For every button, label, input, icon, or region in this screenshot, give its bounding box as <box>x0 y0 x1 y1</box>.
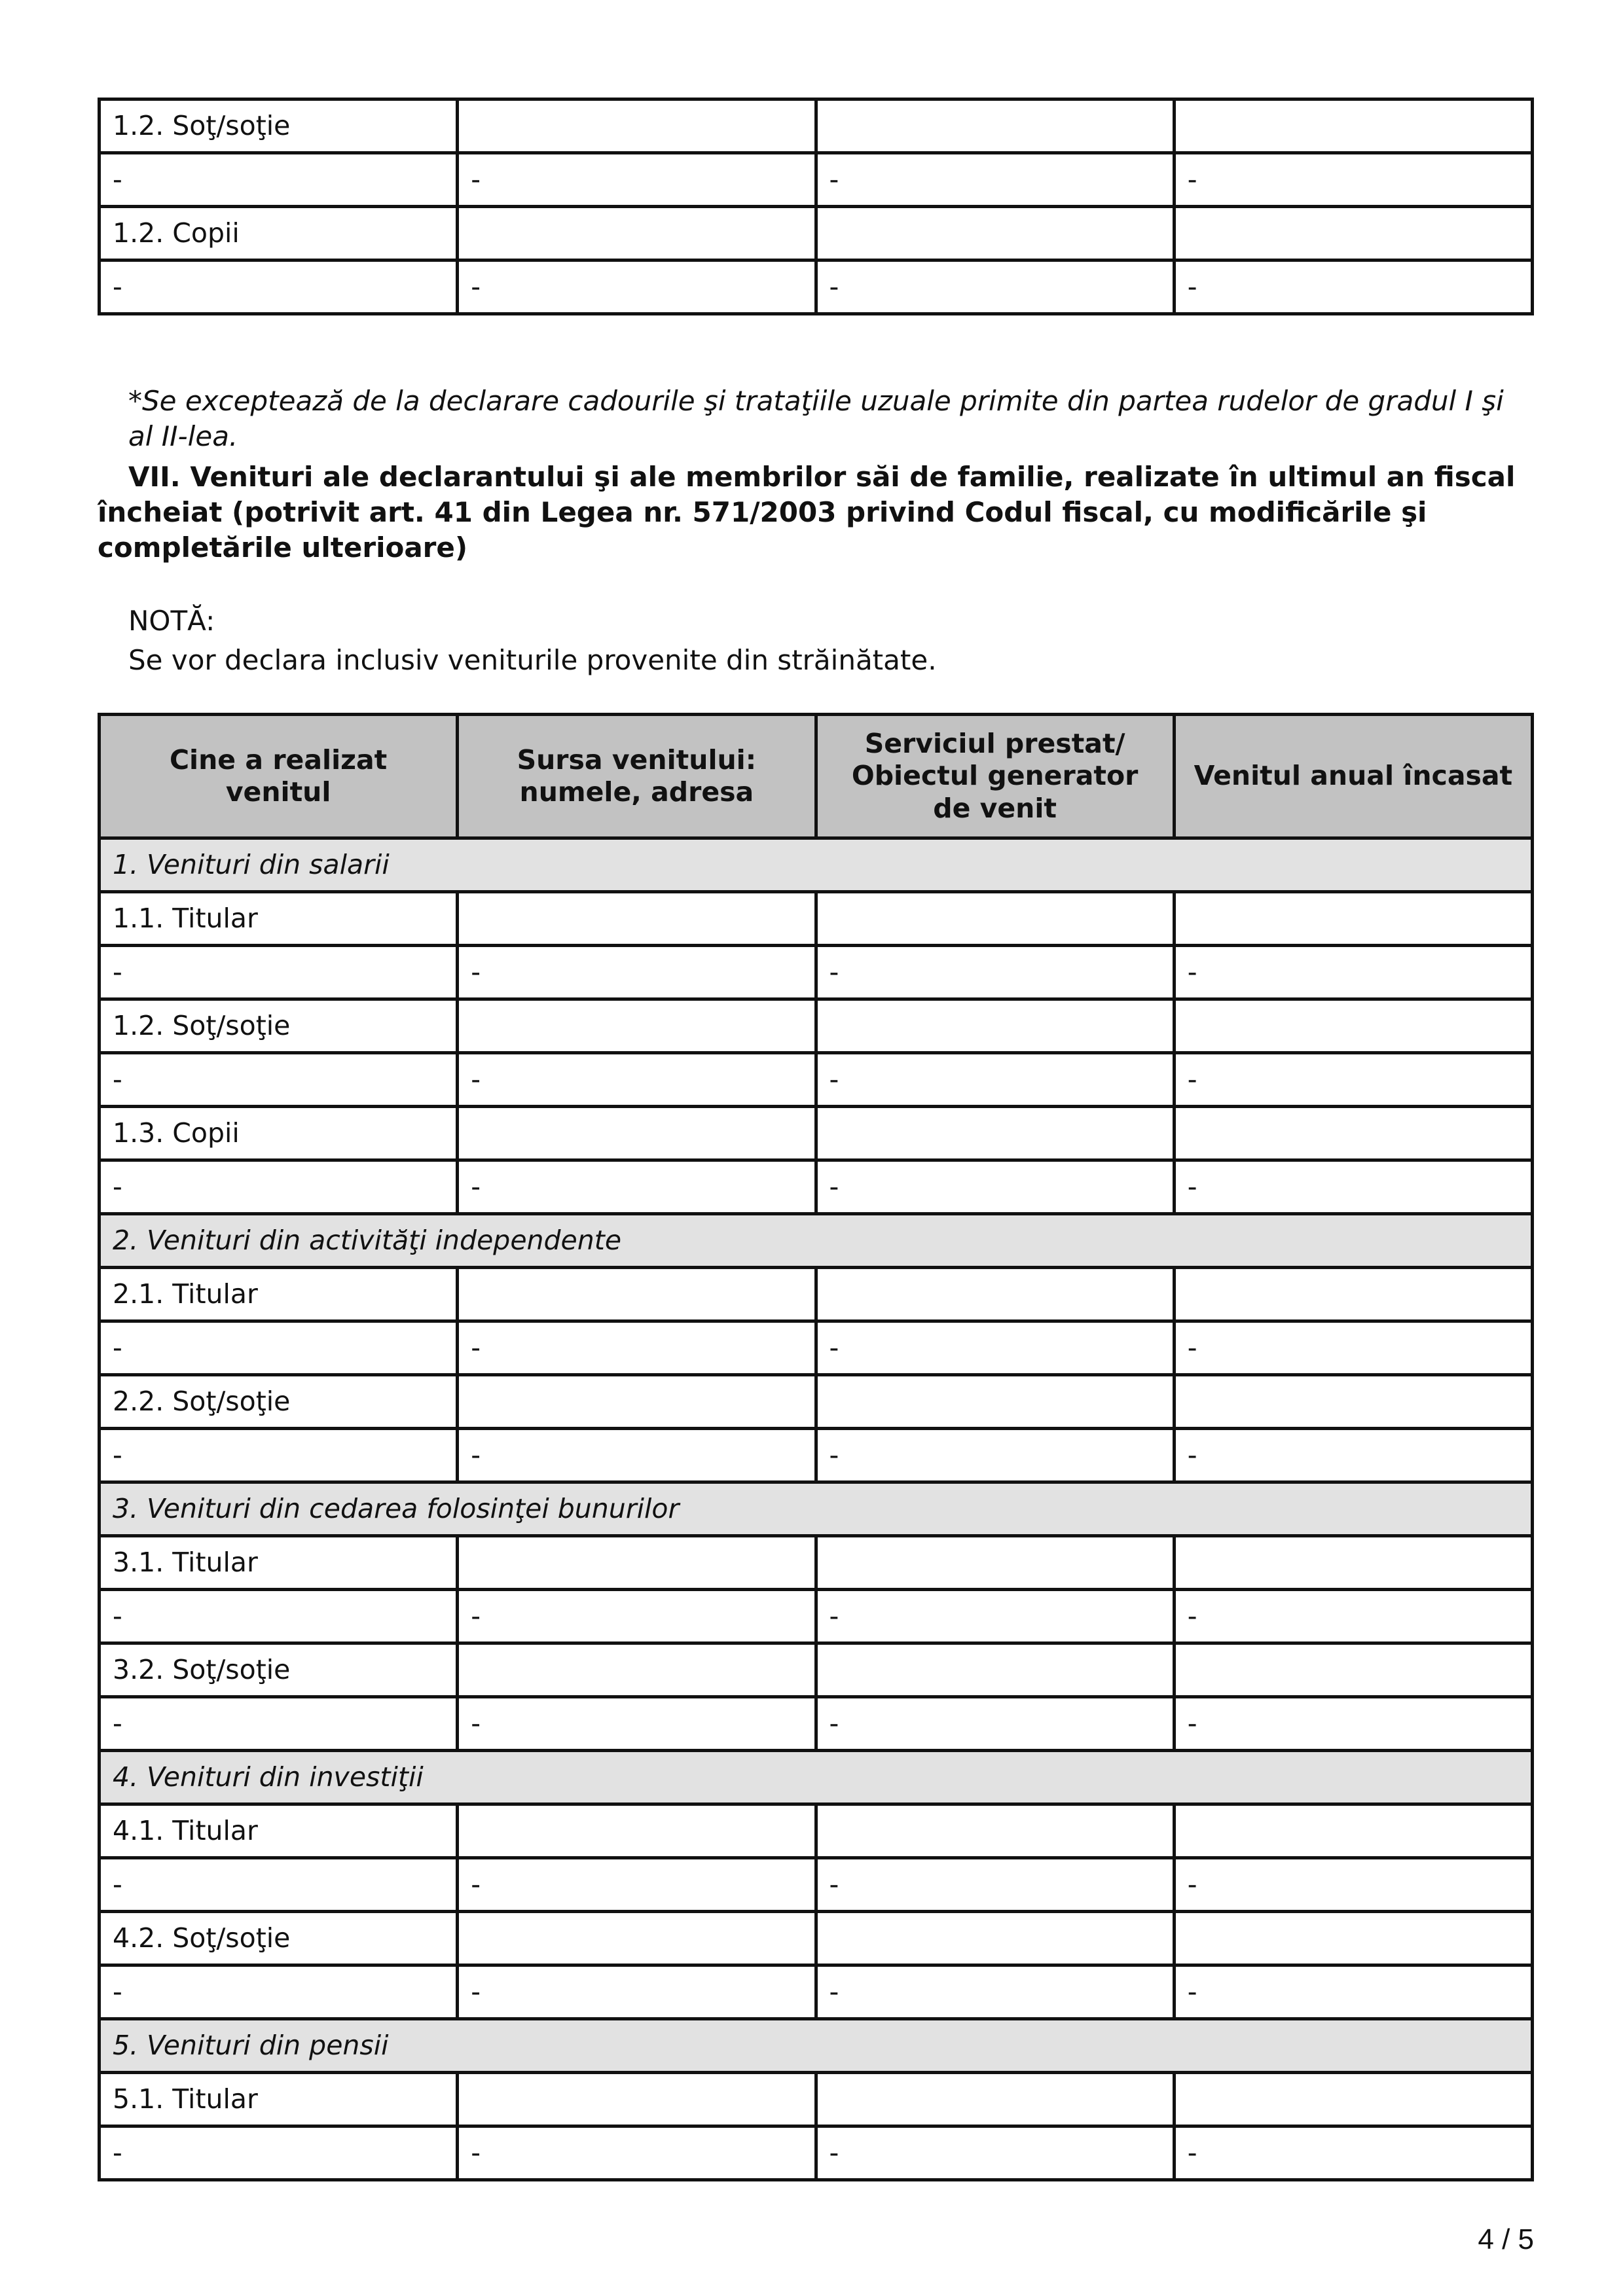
header-income-source: Sursa venitului: numele, adresa <box>458 715 816 838</box>
table-row <box>100 1268 1533 1321</box>
table-cell: - <box>816 1160 1174 1214</box>
section-heading: VII. Venituri ale declarantului şi ale membrilor săi de familie, realizate în ultimul an fiscal încheiat (potrivit art. 41 din Legea nr. 571/2003 privind Codul fiscal, cu modificările şi completările ulterioare) <box>98 461 1516 564</box>
table-cell: - <box>100 1590 458 1643</box>
header-annual-income: Venitul anual încasat <box>1174 715 1532 838</box>
table-cell: - <box>100 1965 458 2019</box>
section-row <box>100 1482 1533 1536</box>
table-cell: - <box>816 260 1174 314</box>
table-cell: - <box>458 1053 816 1107</box>
table-row <box>100 1375 1533 1429</box>
table-cell <box>1174 1375 1532 1429</box>
table-row <box>100 207 1533 260</box>
table-cell: - <box>816 1321 1174 1375</box>
table-cell <box>458 1536 816 1590</box>
page-number: 4 / 5 <box>1478 2223 1534 2255</box>
nota-text: Se vor declara inclusiv veniturile provenite din străinătate. <box>128 644 937 676</box>
table-cell: - <box>816 1858 1174 1912</box>
section-row <box>100 2019 1533 2073</box>
table-cell <box>1174 1912 1532 1965</box>
table-row <box>100 1912 1533 1965</box>
table-cell: - <box>1174 260 1532 314</box>
table-cell: - <box>816 1053 1174 1107</box>
table-row <box>100 946 1533 999</box>
table-row <box>100 99 1533 153</box>
table-cell: - <box>458 1160 816 1214</box>
table-cell: - <box>816 946 1174 999</box>
table-cell <box>1174 1107 1532 1160</box>
table-row <box>100 1536 1533 1590</box>
table-cell <box>1174 1804 1532 1858</box>
table-cell <box>816 1375 1174 1429</box>
table-cell: - <box>816 2126 1174 2180</box>
table-cell: - <box>458 260 816 314</box>
table-cell <box>816 999 1174 1053</box>
section-title: 4. Venituri din investiţii <box>100 1751 1533 1804</box>
table-cell: 1.2. Soţ/soţie <box>100 99 458 153</box>
table-cell <box>458 207 816 260</box>
table-cell: 1.2. Soţ/soţie <box>100 999 458 1053</box>
table-cell <box>816 207 1174 260</box>
table-row <box>100 892 1533 946</box>
table-row <box>100 1858 1533 1912</box>
table-cell: - <box>1174 1053 1532 1107</box>
table-row <box>100 1697 1533 1751</box>
table-cell: 1.2. Copii <box>100 207 458 260</box>
table-row <box>100 1107 1533 1160</box>
assets-continuation-table <box>98 98 1534 315</box>
income-table-header-row <box>100 715 1533 838</box>
section-row <box>100 1751 1533 1804</box>
table-row <box>100 1429 1533 1482</box>
table-cell: - <box>1174 1590 1532 1643</box>
table-cell: - <box>816 1697 1174 1751</box>
table-cell: - <box>100 153 458 207</box>
table-cell: 3.1. Titular <box>100 1536 458 1590</box>
table-cell <box>816 1268 1174 1321</box>
table-cell: - <box>1174 1429 1532 1482</box>
table-cell <box>1174 99 1532 153</box>
table-cell: - <box>458 1321 816 1375</box>
table-cell: - <box>1174 2126 1532 2180</box>
section-title: 3. Venituri din cedarea folosinţei bunurilor <box>100 1482 1533 1536</box>
table-cell: - <box>100 1053 458 1107</box>
table-cell: - <box>816 1965 1174 2019</box>
section-title: 5. Venituri din pensii <box>100 2019 1533 2073</box>
table-cell: 3.2. Soţ/soţie <box>100 1643 458 1697</box>
table-cell: 1.1. Titular <box>100 892 458 946</box>
header-who-earned: Cine a realizat venitul <box>100 715 458 838</box>
table-cell <box>816 1643 1174 1697</box>
table-cell <box>458 1107 816 1160</box>
table-cell <box>458 1643 816 1697</box>
table-cell <box>1174 999 1532 1053</box>
table-cell: 1.3. Copii <box>100 1107 458 1160</box>
table-cell: - <box>458 1858 816 1912</box>
assets-continuation-table-body <box>100 99 1533 314</box>
table-cell: - <box>816 153 1174 207</box>
table-cell: - <box>458 2126 816 2180</box>
table-cell <box>816 1912 1174 1965</box>
table-cell: - <box>458 1590 816 1643</box>
table-cell <box>816 99 1174 153</box>
table-cell: - <box>458 1697 816 1751</box>
table-cell <box>458 99 816 153</box>
table-cell: - <box>100 260 458 314</box>
table-row <box>100 1590 1533 1643</box>
table-cell: - <box>1174 1965 1532 2019</box>
table-cell <box>816 892 1174 946</box>
table-cell <box>1174 2073 1532 2126</box>
table-cell <box>1174 1536 1532 1590</box>
table-cell <box>1174 207 1532 260</box>
table-cell <box>458 999 816 1053</box>
table-cell: - <box>100 2126 458 2180</box>
section-row <box>100 1214 1533 1268</box>
table-cell <box>458 1268 816 1321</box>
table-cell <box>816 1536 1174 1590</box>
table-cell <box>1174 892 1532 946</box>
table-cell: - <box>1174 153 1532 207</box>
table-cell: - <box>458 1965 816 2019</box>
table-row <box>100 260 1533 314</box>
table-cell: - <box>458 946 816 999</box>
table-cell: - <box>100 1429 458 1482</box>
table-cell <box>458 1375 816 1429</box>
table-cell: 2.1. Titular <box>100 1268 458 1321</box>
table-cell: - <box>1174 946 1532 999</box>
table-cell <box>816 1107 1174 1160</box>
table-cell <box>816 1804 1174 1858</box>
table-cell: - <box>100 1321 458 1375</box>
table-row <box>100 1965 1533 2019</box>
header-service-provided: Serviciul prestat/ Obiectul generator de venit <box>816 715 1174 838</box>
table-cell <box>1174 1268 1532 1321</box>
table-cell: 4.1. Titular <box>100 1804 458 1858</box>
table-cell <box>816 2073 1174 2126</box>
table-cell: - <box>816 1429 1174 1482</box>
income-table-header <box>100 715 1533 838</box>
table-row <box>100 999 1533 1053</box>
table-cell: - <box>1174 1697 1532 1751</box>
table-row <box>100 2073 1533 2126</box>
table-cell: - <box>100 1697 458 1751</box>
table-cell: - <box>1174 1321 1532 1375</box>
table-row <box>100 1643 1533 1697</box>
table-cell: - <box>1174 1858 1532 1912</box>
table-row <box>100 1053 1533 1107</box>
table-cell <box>458 892 816 946</box>
table-cell: - <box>458 153 816 207</box>
table-cell: 5.1. Titular <box>100 2073 458 2126</box>
table-cell: - <box>1174 1160 1532 1214</box>
table-cell: - <box>100 946 458 999</box>
table-cell: - <box>816 1590 1174 1643</box>
table-row <box>100 1160 1533 1214</box>
table-cell: - <box>458 1429 816 1482</box>
table-cell: 4.2. Soţ/soţie <box>100 1912 458 1965</box>
section-title: 2. Venituri din activităţi independente <box>100 1214 1533 1268</box>
income-table <box>98 713 1534 2181</box>
section-title: 1. Venituri din salarii <box>100 838 1533 892</box>
table-cell <box>1174 1643 1532 1697</box>
table-cell <box>458 1804 816 1858</box>
table-row <box>100 2126 1533 2180</box>
table-cell <box>458 1912 816 1965</box>
exception-note: *Se exceptează de la declarare cadourile şi trataţiile uzuale primite din partea rudelor de gradul I şi al II-lea. <box>128 385 1504 452</box>
table-cell: - <box>100 1160 458 1214</box>
table-row <box>100 1804 1533 1858</box>
section-row <box>100 838 1533 892</box>
income-table-body <box>100 838 1533 2180</box>
table-row <box>100 153 1533 207</box>
table-cell: - <box>100 1858 458 1912</box>
table-cell <box>458 2073 816 2126</box>
table-cell: 2.2. Soţ/soţie <box>100 1375 458 1429</box>
nota-label: NOTĂ: <box>128 605 215 637</box>
table-row <box>100 1321 1533 1375</box>
